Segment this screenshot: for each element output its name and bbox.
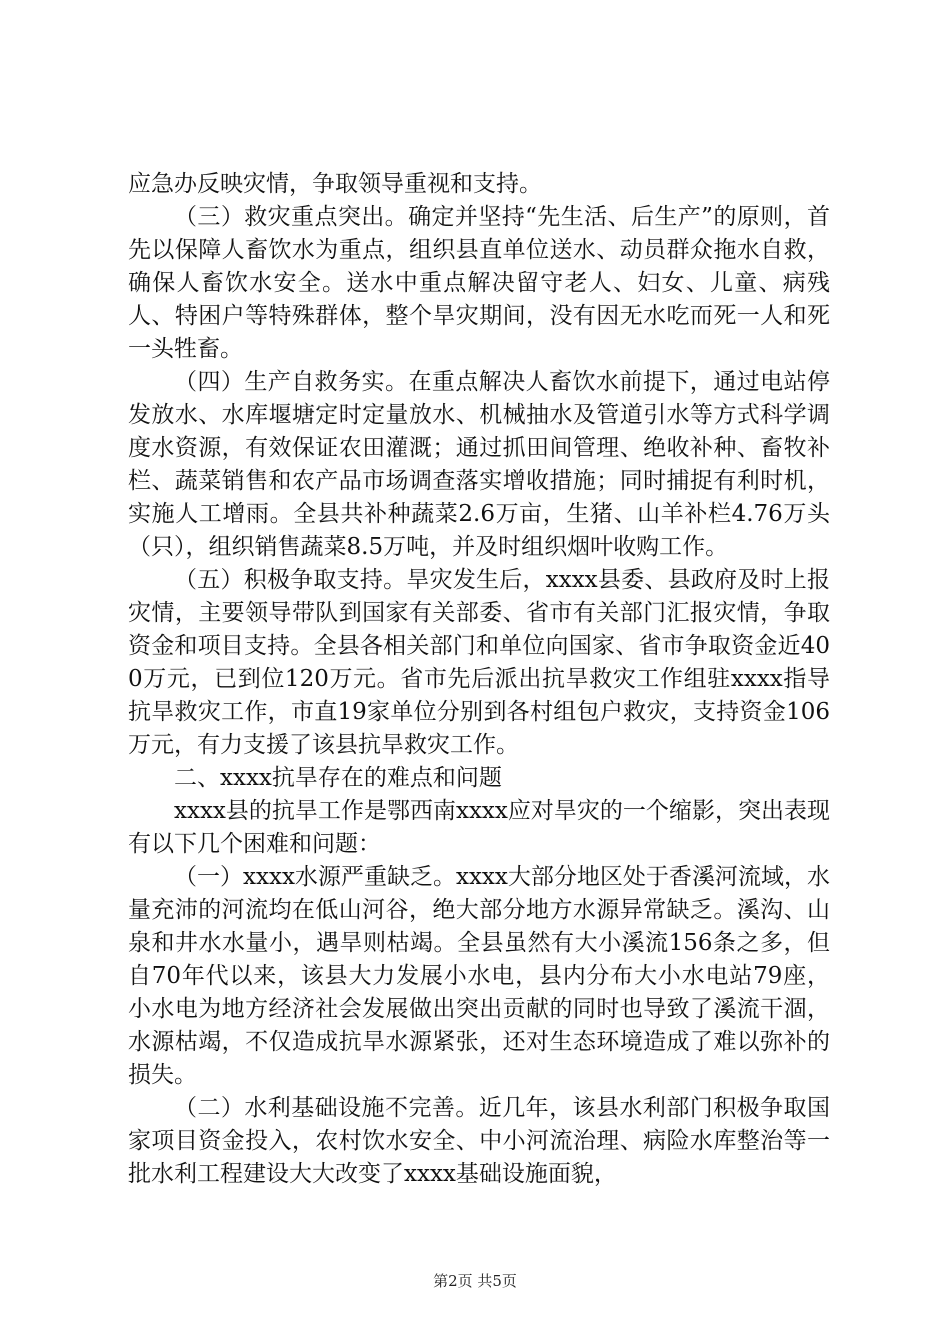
paragraph: （五）积极争取支持。旱灾发生后，xxxx县委、县政府及时上报灾情，主要领导带队到国家有关部委、省市有关部门汇报灾情，争取资金和项目支持。全县各相关部门和单位向国家、省市争取资金近400万元，已到位120万元。省市先后派出抗旱救灾工作组驻xxxx指导抗旱救灾工作，市直19家单位分别到各村组包户救灾，支持资金106万元，有力支援了该县抗旱救灾工作。 <box>128 567 830 758</box>
paragraph: xxxx县的抗旱工作是鄂西南xxxx应对旱灾的一个缩影，突出表现有以下几个困难和问题： <box>128 798 830 857</box>
paragraph: 应急办反映灾情，争取领导重视和支持。 <box>128 171 542 197</box>
paragraph: （四）生产自救务实。在重点解决人畜饮水前提下，通过电站停发放水、水库堰塘定时定量放水、机械抽水及管道引水等方式科学调度水资源，有效保证农田灌溉；通过抓田间管理、绝收补种、畜牧补栏、蔬菜销售和农产品市场调查落实增收措施；同时捕捉有利时机，实施人工增雨。全县共补种蔬菜2.6万亩，生猪、山羊补栏4.76万头（只），组织销售蔬菜8.5万吨，并及时组织烟叶收购工作。 <box>128 369 830 560</box>
section-heading: 二、xxxx抗旱存在的难点和问题 <box>174 765 502 791</box>
paragraph: （一）xxxx水源严重缺乏。xxxx大部分地区处于香溪河流域，水量充沛的河流均在低山河谷，绝大部分地方水源异常缺乏。溪沟、山泉和井水水量小，遇旱则枯竭。全县虽然有大小溪流156条之多，但自70年代以来，该县大力发展小水电，县内分布大小水电站79座，小水电为地方经济社会发展做出突出贡献的同时也导致了溪流干涸，水源枯竭，不仅造成抗旱水源紧张，还对生态环境造成了难以弥补的损失。 <box>128 864 830 1088</box>
document-body <box>128 168 830 1191</box>
paragraph: （二）水利基础设施不完善。近几年，该县水利部门积极争取国家项目资金投入，农村饮水安全、中小河流治理、病险水库整治等一批水利工程建设大大改变了xxxx基础设施面貌， <box>128 1095 830 1187</box>
page-footer: 第2页 共5页 <box>433 1272 517 1290</box>
paragraph: （三）救灾重点突出。确定并坚持“先生活、后生产”的原则，首先以保障人畜饮水为重点，组织县直单位送水、动员群众拖水自救，确保人畜饮水安全。送水中重点解决留守老人、妇女、儿童、病残人、特困户等特殊群体，整个旱灾期间，没有因无水吃而死一人和死一头牲畜。 <box>128 204 830 362</box>
